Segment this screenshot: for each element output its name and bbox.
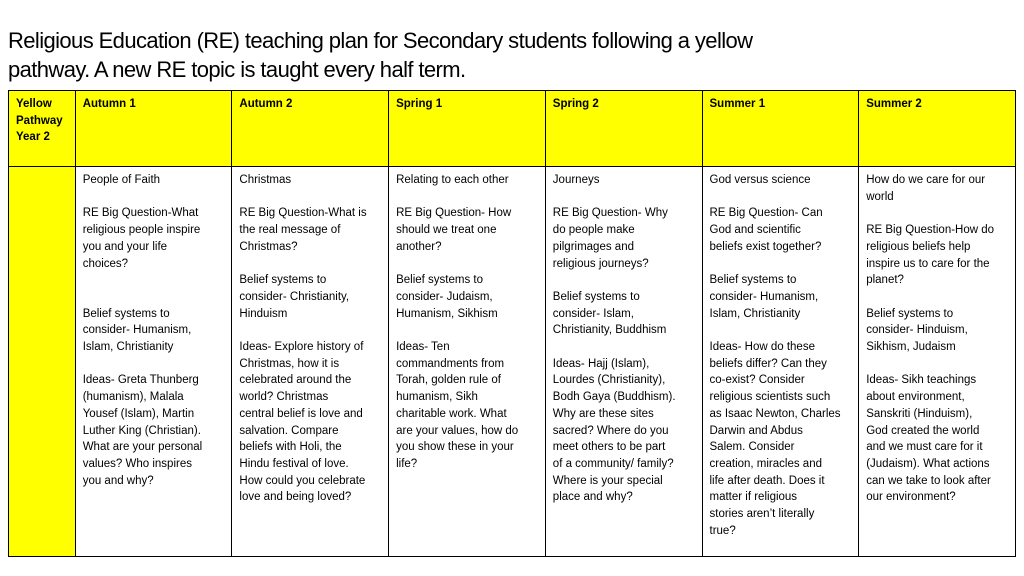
text-line: Belief systems to [396, 274, 484, 287]
text-line: consider- Christianity, [239, 290, 350, 303]
text-line: consider- Hinduism, [866, 324, 968, 337]
page-title-line-2: pathway. A new RE topic is taught every half term. [8, 57, 466, 82]
text-line: beliefs with Holi, the [239, 441, 342, 454]
term-header-autumn-2: Autumn 2 [232, 91, 389, 167]
text-line: Belief systems to [82, 307, 170, 320]
text-line: inspire us to care for the [866, 257, 990, 270]
text-line: beliefs differ? Can they [709, 357, 827, 370]
text-line: religious scientists such [709, 391, 831, 404]
text-line: Belief systems to [239, 274, 327, 287]
text-line: Where is your special [552, 474, 663, 487]
text-line: Sanskriti (Hinduism), [866, 407, 973, 420]
text-line: Luther King (Christian). [82, 424, 201, 437]
text-line: as Isaac Newton, Charles [709, 407, 841, 420]
term-cell-summer-1 [702, 167, 859, 557]
text-line: choices? [82, 257, 129, 270]
table-body-row [9, 167, 1016, 557]
text-line: of a community/ family? [552, 457, 674, 470]
text-line: and we must care for it [866, 441, 983, 454]
text-line: Islam, Christianity [82, 341, 174, 353]
ideas [553, 356, 695, 506]
text-line: you and your life [82, 240, 168, 253]
row-label-line: Year 2 [16, 131, 50, 144]
text-line: RE Big Question- Can [709, 207, 823, 220]
row-label-cell [9, 91, 76, 167]
text-line: How could you celebrate [239, 474, 366, 487]
text-line: can we take to look after [866, 474, 991, 487]
text-line: humanism, Sikh [396, 391, 478, 404]
text-line: RE Big Question-How do [866, 224, 995, 237]
text-line: Darwin and Abdus [709, 424, 803, 437]
big-question [396, 205, 538, 255]
text-line: pilgrimages and [552, 240, 634, 253]
text-line: Ideas- Greta Thunberg [82, 374, 199, 387]
topic [866, 172, 1008, 205]
text-line: charitable work. What [396, 407, 507, 420]
term-cell-summer-2 [859, 167, 1016, 557]
text-line: beliefs exist together? [709, 240, 822, 253]
text-line: God and scientific [709, 224, 801, 237]
text-line: life? [396, 457, 418, 470]
big-question [710, 205, 852, 255]
text-line: creation, miracles and [709, 457, 822, 470]
text-line: another? [396, 240, 442, 253]
text-line: Torah, golden rule of [396, 374, 501, 387]
table-header-row [9, 91, 1016, 167]
term-cell-spring-2 [545, 167, 702, 557]
topic: God versus science [709, 174, 811, 186]
text-line: true? [709, 524, 736, 537]
text-line: do people make [552, 224, 635, 237]
text-line: Belief systems to [866, 307, 954, 320]
text-line: love and being loved? [239, 491, 352, 504]
row-label-line: Yellow [16, 98, 52, 110]
text-line: values? Who inspires [82, 457, 192, 470]
text-line: Lourdes (Christianity), [552, 374, 666, 387]
row-label-spacer-cell [9, 167, 76, 557]
term-header-spring-2: Spring 2 [545, 91, 702, 167]
text-line: stories aren’t literally [709, 508, 815, 521]
text-line: central belief is love and [239, 407, 363, 420]
text-line: Ideas- Explore history of [239, 340, 364, 353]
text-line: you and why? [82, 474, 154, 487]
term-header-spring-1: Spring 1 [389, 91, 546, 167]
text-line: (Judaism). What actions [866, 457, 990, 470]
text-line: Humanism, Sikhism [396, 307, 498, 320]
text-line: religious people inspire [82, 224, 201, 237]
text-line: RE Big Question- Why [552, 207, 668, 220]
page-title [8, 26, 1008, 84]
text-line: our environment? [866, 491, 956, 504]
text-line: Yousef (Islam), Martin [82, 407, 195, 420]
text-line: Belief systems to [709, 274, 797, 287]
text-line: Sikhism, Judaism [866, 341, 956, 353]
text-line: Christmas, how it is [239, 357, 340, 370]
text-line: religious journeys? [552, 257, 649, 270]
belief-systems [710, 272, 852, 322]
topic: Christmas [239, 174, 292, 186]
text-line: celebrated around the [239, 374, 352, 387]
text-line: RE Big Question- How [396, 207, 512, 220]
text-line: What are your personal [82, 441, 203, 454]
text-line: are your values, how do [396, 424, 519, 437]
text-line: Ideas- How do these [709, 340, 815, 353]
ideas [239, 339, 381, 506]
page-title-line-1: Religious Education (RE) teaching plan for Secondary students following a yellow [8, 28, 753, 53]
text-line: Bodh Gaya (Buddhism). [552, 391, 676, 404]
ideas [83, 372, 225, 489]
text-line: How do we care for our [866, 174, 986, 186]
text-line: matter if religious [709, 491, 798, 504]
belief-systems [396, 272, 538, 322]
text-line: should we treat one [396, 224, 497, 237]
big-question [866, 222, 1008, 289]
text-line: Hindu festival of love. [239, 457, 349, 470]
term-header-autumn-1: Autumn 1 [75, 91, 232, 167]
text-line: God created the world [866, 424, 980, 437]
text-line: Ideas- Hajj (Islam), [552, 357, 650, 370]
text-line: (humanism), Malala [82, 391, 184, 404]
topic: People of Faith [82, 174, 161, 186]
text-line: Christianity, Buddhism [552, 324, 667, 337]
text-line: RE Big Question-What is [239, 207, 367, 220]
text-line: Why are these sites [552, 407, 654, 420]
text-line: salvation. Compare [239, 424, 339, 437]
term-header-summer-2: Summer 2 [859, 91, 1016, 167]
belief-systems [239, 272, 381, 322]
text-line: world [866, 190, 894, 203]
belief-systems [553, 289, 695, 339]
text-line: co-exist? Consider [709, 374, 805, 387]
text-line: religious beliefs help [866, 240, 971, 253]
ideas [396, 339, 538, 473]
text-line: Salem. Consider [709, 441, 795, 454]
row-label-line: Pathway [16, 114, 63, 127]
text-line: Islam, Christianity [709, 307, 801, 320]
text-line: consider- Islam, [552, 307, 634, 320]
term-cell-spring-1 [389, 167, 546, 557]
text-line: commandments from [396, 357, 505, 370]
big-question [239, 205, 381, 255]
belief-systems [866, 306, 1008, 356]
text-line: consider- Judaism, [396, 290, 493, 303]
topic: Relating to each other [396, 174, 509, 186]
teaching-plan-table [8, 90, 1016, 557]
text-line: world? Christmas [239, 391, 329, 404]
term-header-summer-1: Summer 1 [702, 91, 859, 167]
belief-systems [83, 306, 225, 356]
text-line: you show these in your [396, 441, 514, 454]
text-line: place and why? [552, 491, 633, 504]
text-line: consider- Humanism, [82, 324, 192, 337]
text-line: about environment, [866, 391, 965, 404]
text-line: RE Big Question-What [82, 207, 199, 220]
text-line: Ideas- Sikh teachings [866, 374, 977, 387]
text-line: Ideas- Ten [396, 340, 450, 353]
text-line: life after death. Does it [709, 474, 825, 487]
text-line: sacred? Where do you [552, 424, 669, 437]
ideas [866, 372, 1008, 506]
text-line: Christmas? [239, 240, 298, 253]
ideas [710, 339, 852, 539]
big-question [83, 205, 225, 272]
big-question [553, 205, 695, 272]
term-cell-autumn-1 [75, 167, 232, 557]
text-line: planet? [866, 274, 904, 287]
text-line: the real message of [239, 224, 341, 237]
text-line: Belief systems to [552, 290, 640, 303]
topic: Journeys [552, 174, 600, 186]
text-line: consider- Humanism, [709, 290, 819, 303]
term-cell-autumn-2 [232, 167, 389, 557]
text-line: Hinduism [239, 307, 288, 320]
text-line: meet others to be part [552, 441, 666, 454]
